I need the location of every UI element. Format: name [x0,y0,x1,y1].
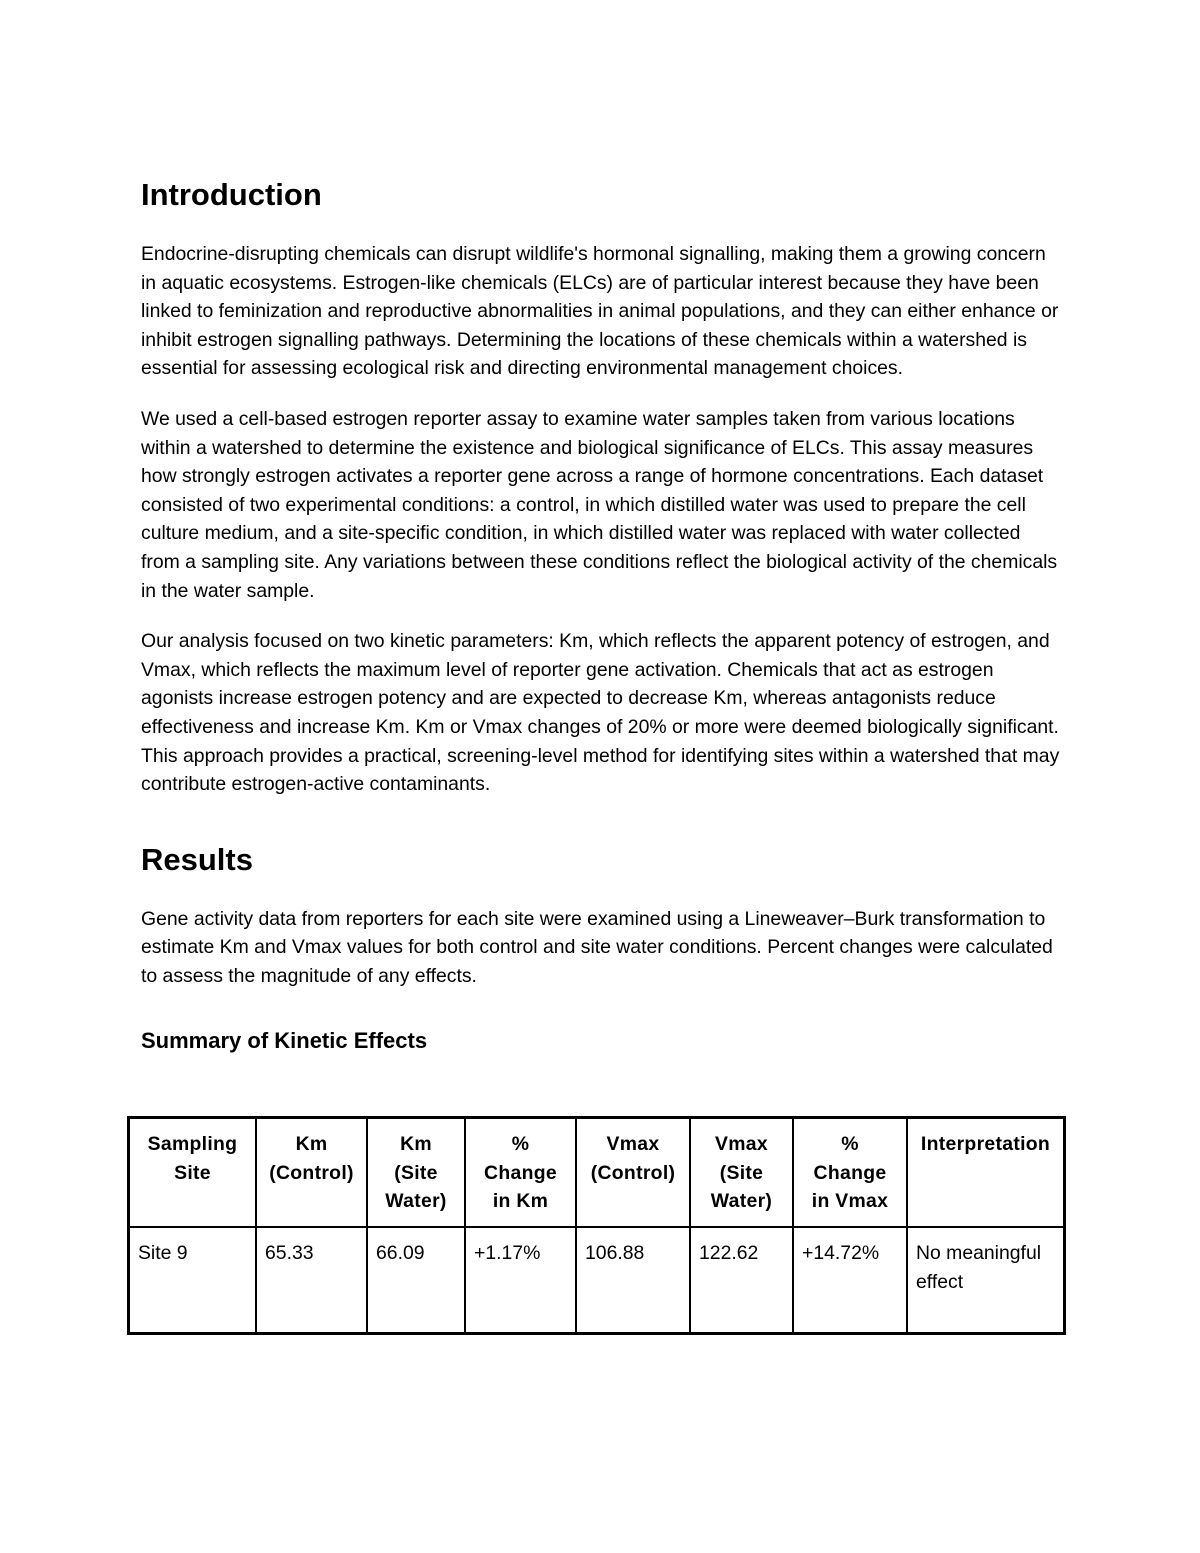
table-header-row [129,1118,1065,1228]
cell-pct-change-km: +1.17% [465,1227,576,1334]
cell-pct-change-vmax: +14.72% [793,1227,907,1334]
header-vmax-control: Vmax (Control) [576,1118,690,1228]
header-pct-change-km: % Change in Km [465,1118,576,1228]
results-heading: Results [141,841,253,877]
cell-vmax-site-water: 122.62 [690,1227,793,1334]
header-interpretation: Interpretation [907,1118,1065,1228]
header-pct-change-vmax: % Change in Vmax [793,1118,907,1228]
header-km-site-water: Km (Site Water) [367,1118,465,1228]
cell-sampling-site: Site 9 [129,1227,257,1334]
header-vmax-site-water: Vmax (Site Water) [690,1118,793,1228]
intro-paragraph-3: Our analysis focused on two kinetic parameters: Km, which reflects the apparent potency of estrogen, and Vmax, which reflects the maximum level of reporter gene activation. Chemicals that act as estrogen agonists increase estrogen potency and are expected to decrease Km, whereas antagonists reduce effectiveness and increase Km. Km or Vmax changes of 20% or more were deemed biologically significant. This approach provides a practical, screening-level method for identifying sites within a watershed that may contribute estrogen-active contaminants. [141,630,1060,796]
intro-paragraph-2: We used a cell-based estrogen reporter assay to examine water samples taken from various locations within a watershed to determine the existence and biological significance of ELCs. This assay measures how strongly estrogen activates a reporter gene across a range of hormone concentrations. Each dataset consisted of two experimental conditions: a control, in which distilled water was used to prepare the cell culture medium, and a site-specific condition, in which distilled water was replaced with water collected from a sampling site. Any variations between these conditions reflect the biological activity of the chemicals in the water sample. [141,407,1058,602]
table-row [129,1227,1065,1334]
results-paragraph: Gene activity data from reporters for each site were examined using a Lineweaver–Burk transformation to estimate Km and Vmax values for both control and site water conditions. Percent changes were calculated to assess the magnitude of any effects. [141,907,1053,987]
cell-km-control: 65.33 [256,1227,367,1334]
header-km-control: Km (Control) [256,1118,367,1228]
introduction-heading: Introduction [141,177,322,212]
cell-km-site-water: 66.09 [367,1227,465,1334]
cell-interpretation: No meaningful effect [907,1227,1065,1334]
intro-paragraph-1: Endocrine-disrupting chemicals can disrupt wildlife's hormonal signalling, making them a growing concern in aquatic ecosystems. Estrogen-like chemicals (ELCs) are of particular interest because they have been linked to feminization and reproductive abnormalities in animal populations, and they can either enhance or inhibit estrogen signalling pathways. Determining the locations of these chemicals within a watershed is essential for assessing ecological risk and directing environmental management choices. [141,243,1059,380]
kinetic-effects-table [127,1116,1066,1335]
cell-vmax-control: 106.88 [576,1227,690,1334]
table-title: Summary of Kinetic Effects [141,1028,428,1054]
document-page [141,172,1061,1056]
header-sampling-site: Sampling Site [129,1118,257,1228]
